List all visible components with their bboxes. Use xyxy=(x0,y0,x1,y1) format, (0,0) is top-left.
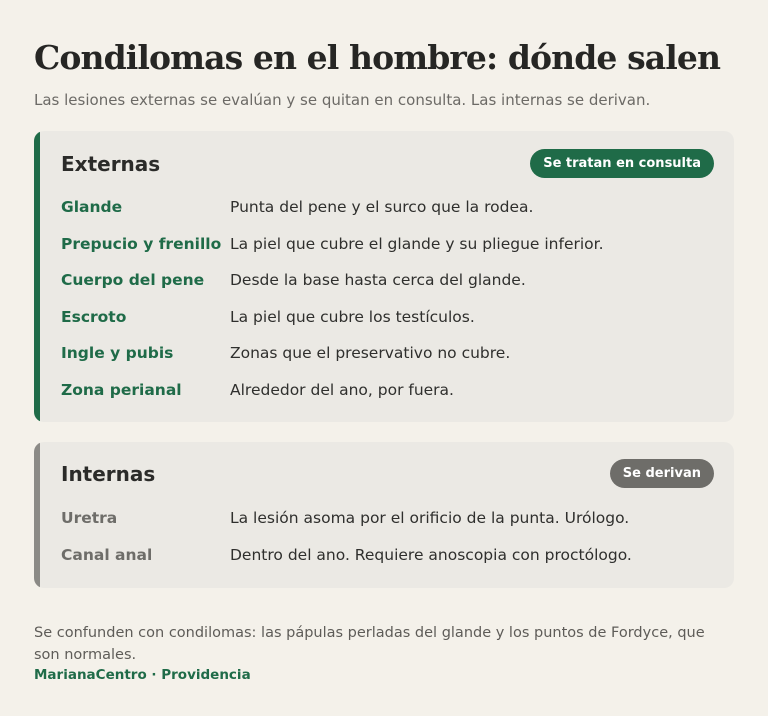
externas-badge: Se tratan en consulta xyxy=(530,149,714,178)
internas-card xyxy=(34,442,734,588)
list-item xyxy=(61,306,724,343)
page-title: Condilomas en el hombre: dónde salen xyxy=(34,38,721,77)
list-item xyxy=(61,233,724,270)
internas-header xyxy=(61,459,714,488)
location-description: La lesión asoma por el orificio de la punta. Urólogo. xyxy=(230,509,630,527)
externas-accent-bar xyxy=(34,131,40,422)
location-label: Glande xyxy=(61,198,123,216)
location-description: Dentro del ano. Requiere anoscopia con proctólogo. xyxy=(230,545,632,564)
list-item xyxy=(61,379,724,416)
location-label: Prepucio y frenillo xyxy=(61,234,222,253)
internas-heading: Internas xyxy=(61,461,156,486)
page-subtitle: Las lesiones externas se evalúan y se quitan en consulta. Las internas se derivan. xyxy=(34,91,651,109)
footnote: Se confunden con condilomas: las pápulas perladas del glande y los puntos de Fordyce, que son normales. xyxy=(34,624,705,663)
externas-heading: Externas xyxy=(61,151,161,176)
brand-credit: MarianaCentro · Providencia xyxy=(34,667,251,683)
location-description: Desde la base hasta cerca del glande. xyxy=(230,271,526,289)
externas-list xyxy=(61,196,724,415)
location-description: Punta del pene y el surco que la rodea. xyxy=(230,198,534,216)
location-description: Zonas que el preservativo no cubre. xyxy=(230,344,511,362)
location-description: La piel que cubre el glande y su pliegue inferior. xyxy=(230,234,604,253)
location-label: Ingle y pubis xyxy=(61,344,174,362)
location-description: Alrededor del ano, por fuera. xyxy=(230,380,454,399)
externas-card xyxy=(34,131,734,422)
internas-badge: Se derivan xyxy=(610,459,714,488)
location-label: Canal anal xyxy=(61,545,153,564)
location-label: Zona perianal xyxy=(61,380,182,399)
list-item xyxy=(61,196,724,233)
internas-list xyxy=(61,507,724,580)
externas-header xyxy=(61,149,714,178)
location-label: Uretra xyxy=(61,509,118,527)
location-label: Cuerpo del pene xyxy=(61,271,205,289)
list-item xyxy=(61,544,724,581)
list-item xyxy=(61,342,724,379)
location-label: Escroto xyxy=(61,307,127,326)
internas-accent-bar xyxy=(34,442,40,588)
location-description: La piel que cubre los testículos. xyxy=(230,307,475,326)
list-item xyxy=(61,269,724,306)
list-item xyxy=(61,507,724,544)
